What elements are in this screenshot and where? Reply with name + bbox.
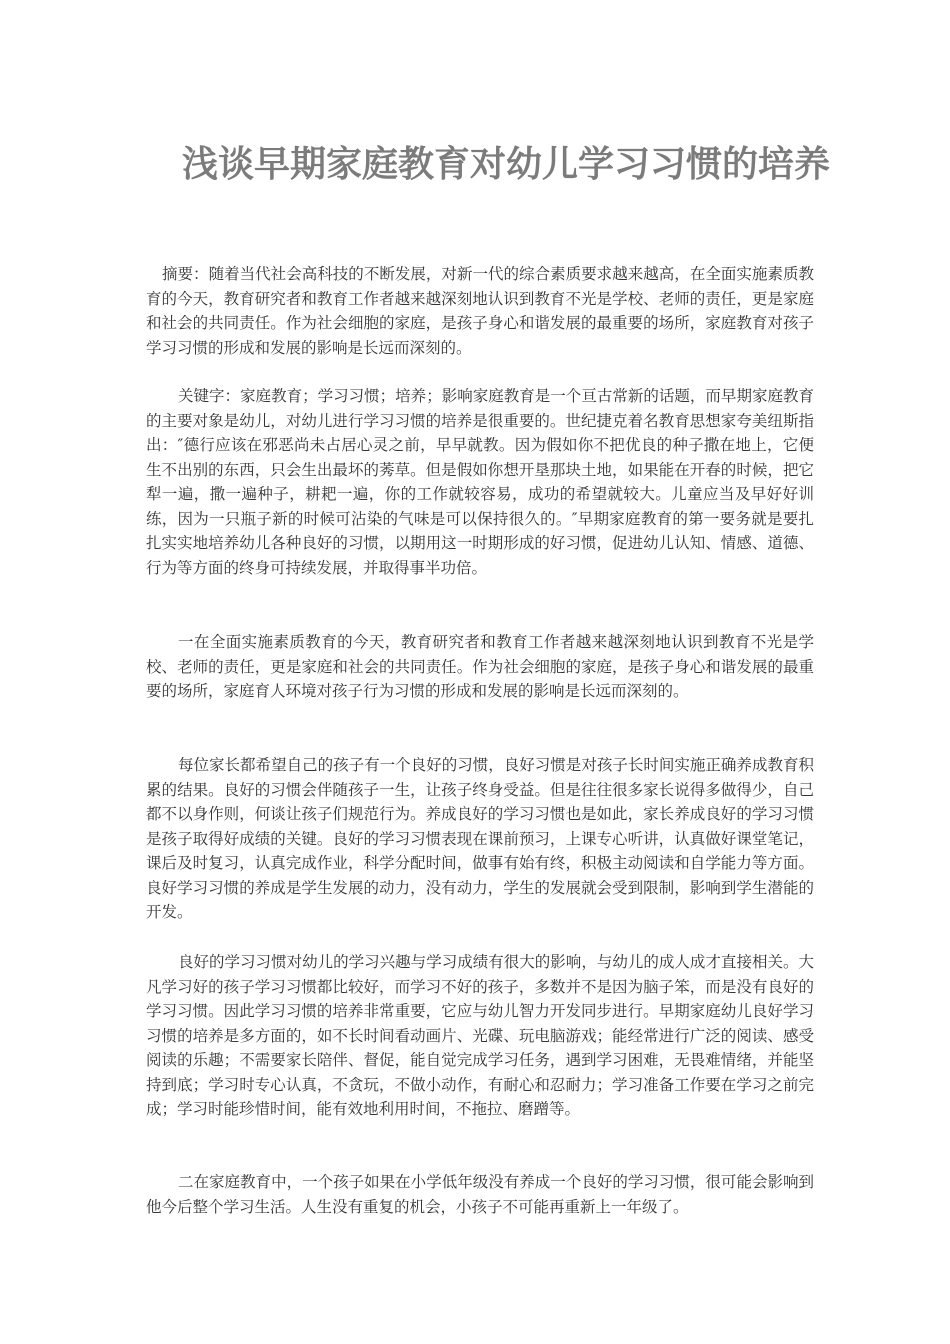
habits-paragraph: 每位家长都希望自己的孩子有一个良好的习惯，良好习惯是对孩子长时间实施正确养成教育积累的结果。良好的习惯会伴随孩子一生，让孩子终身受益。但是往往很多家长说得多做得少，自己都不以身作则，何谈让孩子们规范行为。养成良好的学习习惯也是如此，家长养成良好的学习习惯是孩子取得好成绩的关键。良好的学习习惯表现在课前预习，上课专心听讲，认真做好课堂笔记，课后及时复习，认真完成作业，科学分配时间，做事有始有终，积极主动阅读和自学能力等方面。良好学习习惯的养成是学生发展的动力，没有动力，学生的发展就会受到限制，影响到学生潜能的开发。 (146, 756, 814, 921)
keywords-paragraph: 关键字：家庭教育；学习习惯；培养；影响家庭教育是一个亘古常新的话题，而早期家庭教育的主要对象是幼儿，对幼儿进行学习习惯的培养是很重要的。世纪捷克着名教育思想家夸美纽斯指出：″德行应该在邪恶尚未占居心灵之前，早早就教。因为假如你不把优良的种子撒在地上，它便生不出别的东西，只会生出最坏的莠草。但是假如你想开垦那块土地，如果能在开春的时候，把它犁一遍，撒一遍种子，耕耙一遍，你的工作就较容易，成功的希望就较大。儿童应当及早好好训练，因为一只瓶子新的时候可沾染的气味是可以保持很久的。″早期家庭教育的第一要务就是要扎扎实实地培养幼儿各种良好的习惯，以期用这一时期形成的好习惯，促进幼儿认知、情感、道德、行为等方面的终身可持续发展，并取得事半功倍。 (146, 387, 814, 577)
section-two-paragraph: 二在家庭教育中，一个孩子如果在小学低年级没有养成一个良好的学习习惯，很可能会影响到他今后整个学习生活。人生没有重复的机会，小孩子不可能再重新上一年级了。 (146, 1173, 814, 1216)
section-one-paragraph: 一在全面实施素质教育的今天，教育研究者和教育工作者越来越深刻地认识到教育不光是学校、老师的责任，更是家庭和社会的共同责任。作为社会细胞的家庭，是孩子身心和谐发展的最重要的场所，家庭育人环境对孩子行为习惯的形成和发展的影响是长远而深刻的。 (146, 633, 814, 700)
abstract-paragraph: 摘要：随着当代社会高科技的不断发展，对新一代的综合素质要求越来越高，在全面实施素质教育的今天，教育研究者和教育工作者越来越深刻地认识到教育不光是学校、老师的责任，更是家庭和社会的共同责任。作为社会细胞的家庭，是孩子身心和谐发展的最重要的场所，家庭教育对孩子学习习惯的形成和发展的影响是长远而深刻的。 (146, 265, 814, 357)
learning-habits-paragraph: 良好的学习习惯对幼儿的学习兴趣与学习成绩有很大的影响，与幼儿的成人成才直接相关。大凡学习好的孩子学习习惯都比较好，而学习不好的孩子，多数并不是因为脑子笨，而是没有良好的学习习惯。因此学习习惯的培养非常重要，它应与幼儿智力开发同步进行。早期家庭幼儿良好学习习惯的培养是多方面的，如不长时间看动画片、光碟、玩电脑游戏；能经常进行广泛的阅读、感受阅读的乐趣；不需要家长陪伴、督促，能自觉完成学习任务，遇到学习困难，无畏难情绪，并能坚持到底；学习时专心认真，不贪玩，不做小动作，有耐心和忍耐力；学习准备工作要在学习之前完成；学习时能珍惜时间，能有效地利用时间，不拖拉、磨蹭等。 (146, 953, 814, 1118)
document-title: 浅谈早期家庭教育对幼儿学习习惯的培养 (182, 143, 831, 185)
